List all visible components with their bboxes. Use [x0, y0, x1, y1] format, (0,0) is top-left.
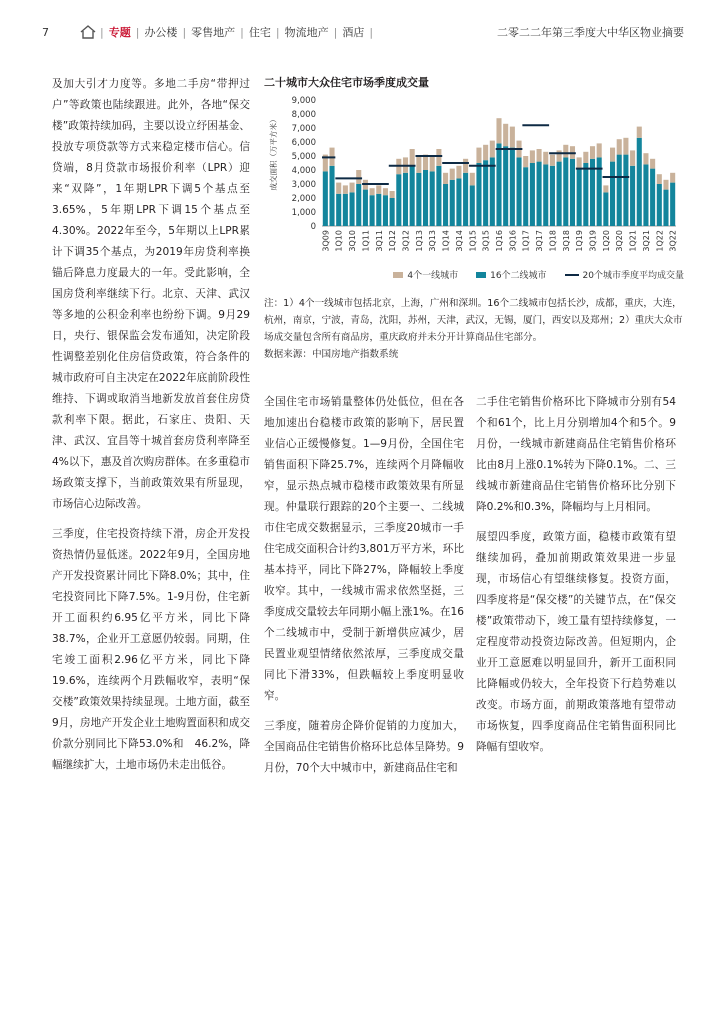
paragraph: 二手住宅销售价格环比下降城市分别有54个和61个，比上月分别增加4个和5个。9月份，一线城市新建商品住宅销售价格环比由8月上涨0.1%转为下降0.1%。二、三线城市新建商品住宅销售价格环比分别下降0.2%和0.3%，降幅均与上月相同。 — [476, 396, 676, 513]
chart-block — [264, 74, 684, 363]
bar-tier2 — [516, 157, 521, 226]
bar-tier1 — [623, 138, 628, 155]
bar-tier1 — [597, 143, 602, 157]
chart-footnote: 注：1）4个一线城市包括北京，上海，广州和深圳。16个二线城市包括长沙，成都，重庆，大连，杭州，南京，宁波，青岛，沈阳，苏州，天津，武汉，无锡，厦门，西安以及郑州；2）重庆大众市场成交量包含所有商品房，重庆政府并未分开计算商品住宅部分。 — [264, 298, 683, 343]
bar-tier2 — [650, 169, 655, 226]
x-tick-label: 3Q16 — [508, 230, 518, 252]
legend-swatch — [565, 274, 579, 276]
nav-item-logistics[interactable]: 物流地产 — [284, 26, 329, 39]
legend-item-average: 20个城市季度平均成交量 — [565, 268, 684, 281]
x-tick-label: 1Q14 — [441, 230, 451, 252]
page-number: 7 — [42, 25, 49, 39]
x-tick-label: 1Q18 — [548, 230, 558, 252]
x-tick-label: 3Q17 — [535, 230, 545, 252]
x-tick-label: 3Q09 — [321, 230, 331, 252]
paragraph: 三季度，随着房企降价促销的力度加大，全国商品住宅销售价格环比总体呈降势。9月份，70个大中城市中，新建商品住宅和 — [264, 720, 464, 774]
bar-tier2 — [390, 198, 395, 226]
bar-tier1 — [617, 139, 622, 154]
bar-tier2 — [630, 166, 635, 226]
bar-tier2 — [583, 163, 588, 226]
bar-tier2 — [323, 171, 328, 226]
bar-tier2 — [336, 194, 341, 226]
bar-chart — [264, 94, 684, 264]
bar-tier2 — [557, 162, 562, 226]
bar-tier2 — [329, 166, 334, 226]
bar-tier1 — [376, 185, 381, 193]
legend-item-tier1: 4个一线城市 — [393, 268, 458, 281]
x-tick-label: 1Q20 — [601, 230, 611, 252]
bar-tier2 — [370, 195, 375, 226]
bar-tier1 — [336, 183, 341, 194]
x-tick-label: 1Q10 — [334, 230, 344, 252]
bar-tier2 — [436, 166, 441, 226]
bar-tier1 — [530, 150, 535, 163]
chart-legend — [264, 268, 684, 281]
bar-tier1 — [510, 127, 515, 148]
bar-tier1 — [523, 156, 528, 167]
x-tick-label: 1Q17 — [521, 230, 531, 252]
y-tick-label: 0 — [310, 222, 316, 232]
x-tick-label: 1Q22 — [655, 230, 665, 252]
bar-tier2 — [543, 164, 548, 226]
bar-tier1 — [643, 153, 648, 164]
bar-tier2 — [450, 180, 455, 226]
bar-tier1 — [603, 185, 608, 192]
y-tick-label: 4,000 — [291, 166, 316, 176]
chart-note — [264, 295, 684, 363]
chart-source: 数据来源：中国房地产指数系统 — [264, 349, 399, 360]
bar-tier1 — [563, 145, 568, 158]
bar-tier2 — [637, 138, 642, 226]
home-icon[interactable] — [80, 25, 96, 39]
bar-tier2 — [510, 148, 515, 226]
x-tick-label: 1Q19 — [575, 230, 585, 252]
x-tick-label: 3Q18 — [561, 230, 571, 252]
bar-tier2 — [503, 146, 508, 226]
bar-tier2 — [577, 169, 582, 226]
bar-tier1 — [390, 191, 395, 198]
y-tick-label: 2,000 — [291, 194, 316, 204]
bar-tier2 — [476, 163, 481, 226]
bar-tier1 — [436, 149, 441, 166]
y-axis-label: 成交面积（万平方米） — [269, 115, 278, 191]
bar-tier1 — [370, 188, 375, 195]
bar-tier2 — [416, 173, 421, 226]
bar-tier1 — [590, 146, 595, 159]
text-column-3 — [476, 392, 676, 767]
bar-tier2 — [623, 155, 628, 226]
bar-tier2 — [350, 192, 355, 226]
y-tick-label: 5,000 — [291, 152, 316, 162]
x-tick-label: 3Q10 — [348, 230, 358, 252]
bar-tier1 — [443, 173, 448, 184]
x-tick-label: 3Q15 — [481, 230, 491, 252]
nav-item-retail[interactable]: 零售地产 — [191, 26, 236, 39]
bar-tier1 — [670, 173, 675, 183]
bar-tier2 — [617, 155, 622, 226]
bar-tier1 — [356, 170, 361, 184]
bar-tier2 — [443, 184, 448, 226]
bar-tier1 — [577, 157, 582, 168]
bar-tier1 — [583, 152, 588, 163]
bar-tier1 — [637, 127, 642, 138]
legend-item-tier2: 16个二线城市 — [476, 268, 546, 281]
x-tick-label: 3Q11 — [374, 230, 384, 252]
bar-tier1 — [496, 118, 501, 143]
bar-tier1 — [663, 180, 668, 190]
bar-tier2 — [610, 162, 615, 226]
bar-tier2 — [376, 194, 381, 226]
bar-tier2 — [343, 194, 348, 226]
bar-tier1 — [490, 141, 495, 158]
x-tick-label: 3Q12 — [401, 230, 411, 252]
bar-tier1 — [410, 149, 415, 166]
bar-tier2 — [363, 190, 368, 226]
bar-tier2 — [530, 163, 535, 226]
bar-tier2 — [403, 173, 408, 226]
x-tick-label: 3Q13 — [428, 230, 438, 252]
bar-tier2 — [383, 195, 388, 226]
bar-tier2 — [657, 184, 662, 226]
x-tick-label: 3Q19 — [588, 230, 598, 252]
bar-tier1 — [657, 174, 662, 184]
nav-item-residential[interactable]: 住宅 — [248, 26, 271, 39]
report-title: 二零二二年第三季度大中华区物业摘要 — [497, 26, 684, 39]
bar-tier2 — [470, 185, 475, 226]
x-tick-label: 1Q11 — [361, 230, 371, 252]
y-tick-label: 3,000 — [291, 180, 316, 190]
y-tick-label: 9,000 — [291, 96, 316, 106]
bar-tier1 — [470, 173, 475, 186]
text-column-2 — [264, 392, 464, 788]
y-tick-label: 6,000 — [291, 138, 316, 148]
bar-tier2 — [430, 171, 435, 226]
text-column-1 — [52, 74, 250, 785]
bar-tier2 — [523, 167, 528, 226]
legend-swatch — [393, 272, 403, 278]
paragraph: 三季度，住宅投资持续下滑，房企开发投资热情仍显低迷。2022年9月，全国房地产开发投资累计同比下降8.0%；其中，住宅投资同比下降7.5%。1-9月份，住宅新开工面积约6.95亿平方米，同比下降38.7%，企业开工意愿仍较弱。同期，住宅竣工面积2.96亿平方米，同比下降19.6%，连续两个月跌幅收窄，表明“保交楼”政策效果持续显现。土地方面，截至9月，房地产开发企业土地购置面积和成交价款分别同比下降53.0%和 46.2%，降幅继续扩大，土地市场仍未走出低谷。 — [52, 528, 250, 771]
bar-tier1 — [383, 188, 388, 195]
nav-item-office[interactable]: 办公楼 — [144, 26, 178, 39]
bar-tier2 — [483, 160, 488, 226]
x-tick-label: 3Q22 — [668, 230, 678, 252]
bar-tier1 — [610, 148, 615, 162]
bar-tier2 — [643, 164, 648, 226]
bar-tier1 — [463, 159, 468, 173]
bar-tier1 — [630, 150, 635, 165]
bar-tier2 — [410, 166, 415, 226]
section-nav: | 专题 | 办公楼 | 零售地产 | 住宅 | 物流地产 | 酒店 | — [100, 25, 374, 39]
x-tick-label: 3Q21 — [641, 230, 651, 252]
x-tick-label: 1Q13 — [414, 230, 424, 252]
x-tick-label: 1Q21 — [628, 230, 638, 252]
y-tick-label: 7,000 — [291, 124, 316, 134]
bar-tier1 — [450, 169, 455, 180]
bar-tier1 — [416, 156, 421, 173]
x-tick-label: 1Q16 — [495, 230, 504, 252]
bar-tier2 — [670, 183, 675, 226]
bar-tier1 — [343, 185, 348, 193]
bar-tier1 — [537, 149, 542, 162]
paragraph: 全国住宅市场销量整体仍处低位，但在各地加速出台稳楼市政策的影响下，居民置业信心正缓慢修复。1—9月份，全国住宅销售面积下降25.7%，连续两个月降幅收窄，显示热点城市稳楼市政策效果有所显现。仲量联行跟踪的20个主要一、二线城市住宅成交数据显示，三季度20城市一手住宅成交面积合计约3,801万平方米，环比基本持平，同比下降27%，降幅较上季度收窄。其中，一线城市需求依然坚挺，三季度成交量较去年同期小幅上涨1%。在16个二线城市中，受制于新增供应减少，居民置业观望情绪依然浓厚，三季度成交量同比下滑33%，但跌幅较上季度明显收窄。 — [264, 396, 464, 702]
bar-tier1 — [456, 166, 461, 179]
bar-tier2 — [423, 170, 428, 226]
legend-swatch — [476, 272, 486, 278]
x-tick-label: 1Q15 — [468, 230, 478, 252]
bar-tier1 — [350, 183, 355, 193]
bar-tier2 — [550, 166, 555, 226]
bar-tier2 — [570, 159, 575, 226]
bar-tier2 — [356, 184, 361, 226]
bar-tier1 — [650, 159, 655, 169]
bar-tier2 — [456, 178, 461, 226]
bar-tier2 — [490, 157, 495, 226]
bar-tier2 — [463, 173, 468, 226]
chart-title: 二十城市大众住宅市场季度成交量 — [264, 76, 429, 89]
nav-item-hotel[interactable]: 酒店 — [342, 26, 365, 39]
nav-item-topic[interactable]: 专题 — [108, 26, 131, 39]
bar-tier2 — [603, 192, 608, 226]
bar-tier2 — [537, 162, 542, 226]
paragraph: 及加大引才力度等。多地二手房“带押过户”等政策也陆续跟进。此外，各地“保交楼”政策持续加码，主要以设立纾困基金、投放专项贷款等方式来稳定楼市信心。信贷端，8月贷款市场报价利率（LPR）迎来“双降”，1年期LPR下调5个基点至3.65%，5年期LPR下调15个基点至4.30%。2022年至今，5年期以上LPR累计下调35个基点，为2019年房贷利率换锚后降息力度最大的一年。受此影响，全国房贷利率继续下行。北京、天津、武汉等多地的公积金利率也纷纷下调。9月29日，央行、银保监会发布通知，决定阶段性调整差别化住房信贷政策，符合条件的城市政府可自主决定在2022年底前阶段性维持、下调或取消当地新发放首套住房贷款利率下限。据此，石家庄、贵阳、天津、武汉、宜昌等十城首套房贷利率降至4%以下，惠及首次购房群体。在多重稳市场政策支撑下，当前政策效果有所显现，市场信心边际改善。 — [52, 78, 250, 510]
bar-tier2 — [496, 143, 501, 226]
bar-tier2 — [663, 190, 668, 226]
y-tick-label: 1,000 — [291, 208, 316, 218]
y-tick-label: 8,000 — [291, 110, 316, 120]
bar-tier1 — [543, 152, 548, 165]
bar-tier1 — [557, 150, 562, 161]
bar-tier1 — [476, 148, 481, 163]
x-tick-label: 1Q12 — [388, 230, 398, 252]
bar-tier1 — [503, 124, 508, 146]
paragraph: 展望四季度，政策方面，稳楼市政策有望继续加码，叠加前期政策效果进一步显现，市场信心有望继续修复。投资方面，四季度将是“保交楼”的关键节点，在“保交楼”政策带动下，竣工量有望持续修复，一定程度带动投资边际改善。但短期内，企业开工意愿难以明显回升，新开工面积同比降幅或仍较大，全年投资下行趋势难以改变。市场方面，前期政策落地有望带动市场恢复，四季度商品住宅销售面积同比降幅有望收窄。 — [476, 531, 676, 753]
page-header — [42, 22, 684, 42]
x-tick-label: 3Q20 — [615, 230, 625, 252]
x-tick-label: 3Q14 — [454, 230, 464, 252]
bar-tier2 — [563, 157, 568, 226]
bar-tier1 — [430, 156, 435, 171]
bar-tier2 — [396, 174, 401, 226]
bar-tier1 — [550, 155, 555, 166]
bar-tier1 — [483, 145, 488, 160]
